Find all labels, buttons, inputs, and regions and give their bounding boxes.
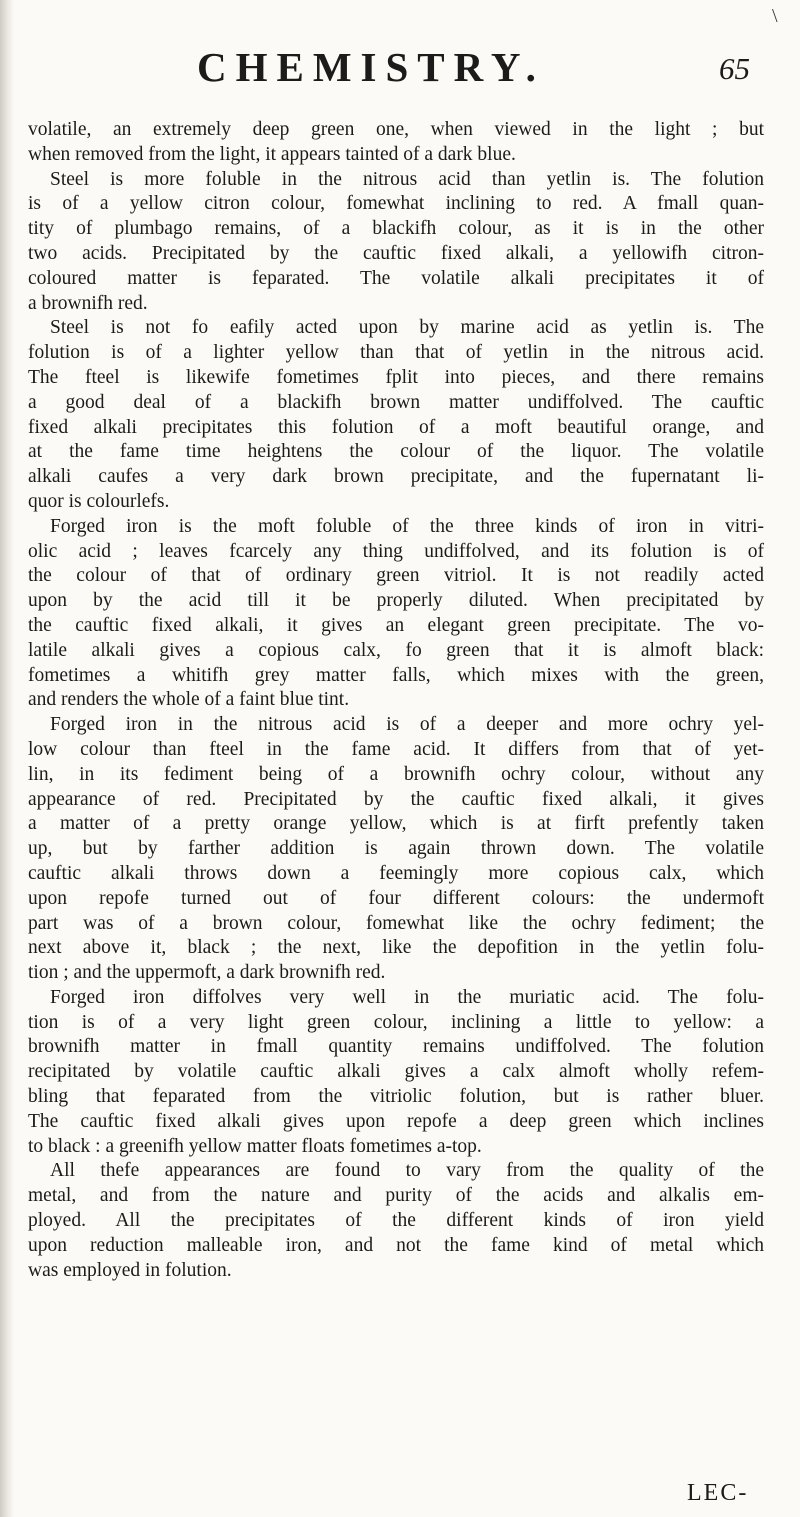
text-line: fixed alkali precipitates this folution of a moft beautiful orange, and <box>28 416 764 438</box>
page-header <box>0 42 800 92</box>
text-line: tity of plumbago remains, of a blackifh colour, as it is in the other <box>28 218 764 240</box>
text-line: to black : a greenifh yellow matter floats fometimes a-top. <box>28 1135 482 1157</box>
paragraph <box>28 515 764 713</box>
text-line: latile alkali gives a copious calx, fo green that it is almoft black: <box>28 639 764 661</box>
text-line: ployed. All the precipitates of the different kinds of iron yield <box>28 1210 764 1232</box>
paragraph <box>28 713 764 986</box>
text-line: and renders the whole of a faint blue tint. <box>28 689 350 711</box>
text-line: low colour than fteel in the fame acid. It differs from that of yet- <box>28 738 764 760</box>
text-line: part was of a brown colour, fomewhat like the ochry fediment; the <box>28 912 764 934</box>
paragraph <box>28 1159 764 1283</box>
text-line: next above it, black ; the next, like the depofition in the yetlin folu- <box>28 937 764 959</box>
text-line: upon reduction malleable iron, and not the fame kind of metal which <box>28 1234 764 1256</box>
text-line: cauftic alkali throws down a feemingly more copious calx, which <box>28 862 764 884</box>
paragraph <box>28 118 764 168</box>
text-line: bling that feparated from the vitriolic folution, but is rather bluer. <box>28 1086 764 1108</box>
text-line: quor is colourlefs. <box>28 490 170 512</box>
text-line: tion ; and the uppermoft, a dark brownifh red. <box>28 962 386 984</box>
text-line: a brownifh red. <box>28 292 148 314</box>
text-line: was employed in folution. <box>28 1259 232 1281</box>
text-line: Steel is not fo eafily acted upon by marine acid as yetlin is. The <box>50 317 764 339</box>
text-line: brownifh matter in fmall quantity remains undiffolved. The folution <box>28 1036 764 1058</box>
text-line: is of a yellow citron colour, fomewhat inclining to red. A fmall quan- <box>28 193 764 215</box>
text-line: olic acid ; leaves fcarcely any thing undiffolved, and its folution is of <box>28 540 764 562</box>
text-line: The cauftic fixed alkali gives upon repofe a deep green which inclines <box>28 1110 764 1132</box>
text-line: lin, in its fediment being of a brownifh ochry colour, without any <box>28 763 764 785</box>
paragraph <box>28 986 764 1160</box>
page-gutter-shadow <box>0 0 14 1517</box>
text-line: Forged iron in the nitrous acid is of a deeper and more ochry yel- <box>50 714 764 736</box>
text-line: up, but by farther addition is again thrown down. The volatile <box>28 838 764 860</box>
text-line: upon by the acid till it be properly diluted. When precipitated by <box>28 590 764 612</box>
text-line: alkali caufes a very dark brown precipitate, and the fupernatant li- <box>28 466 764 488</box>
text-line: Forged iron is the moft foluble of the three kinds of iron in vitri- <box>50 515 764 537</box>
text-line: folution is of a lighter yellow than that of yetlin in the nitrous acid. <box>28 342 764 364</box>
text-line: a matter of a pretty orange yellow, which is at firft prefently taken <box>28 813 764 835</box>
text-line: the cauftic fixed alkali, it gives an elegant green precipitate. The vo- <box>28 614 764 636</box>
text-line: two acids. Precipitated by the cauftic fixed alkali, a yellowifh citron- <box>28 242 764 264</box>
text-line: the colour of that of ordinary green vitriol. It is not readily acted <box>28 565 764 587</box>
paragraph <box>28 316 764 514</box>
text-line: coloured matter is feparated. The volatile alkali precipitates it of <box>28 267 764 289</box>
text-line: metal, and from the nature and purity of the acids and alkalis em- <box>28 1185 764 1207</box>
corner-mark: \ <box>772 5 778 27</box>
text-line: All thefe appearances are found to vary from the quality of the <box>50 1160 764 1182</box>
text-line: volatile, an extremely deep green one, when viewed in the light ; but <box>28 119 764 140</box>
text-line: when removed from the light, it appears tainted of a dark blue. <box>28 143 516 165</box>
catchword: LEC- <box>687 1480 749 1506</box>
text-line: Forged iron diffolves very well in the muriatic acid. The folu- <box>50 986 764 1008</box>
text-line: upon repofe turned out of four different colours: the undermoft <box>28 887 764 909</box>
page-number: 65 <box>719 51 750 86</box>
text-line: a good deal of a blackifh brown matter undiffolved. The cauftic <box>28 391 764 413</box>
text-line: fometimes a whitifh grey matter falls, which mixes with the green, <box>28 664 764 686</box>
paragraph <box>28 168 764 317</box>
text-line: The fteel is likewife fometimes fplit into pieces, and there remains <box>28 366 764 388</box>
text-line: appearance of red. Precipitated by the cauftic fixed alkali, it gives <box>28 788 764 810</box>
text-line: tion is of a very light green colour, inclining a little to yellow: a <box>28 1011 764 1033</box>
body-text <box>28 118 764 1283</box>
text-line: Steel is more foluble in the nitrous acid than yetlin is. The folution <box>50 168 764 190</box>
text-line: at the fame time heightens the colour of the liquor. The volatile <box>28 441 764 463</box>
text-line: recipitated by volatile cauftic alkali gives a calx almoft wholly refem- <box>28 1061 764 1083</box>
running-head: CHEMISTRY. <box>197 44 545 90</box>
